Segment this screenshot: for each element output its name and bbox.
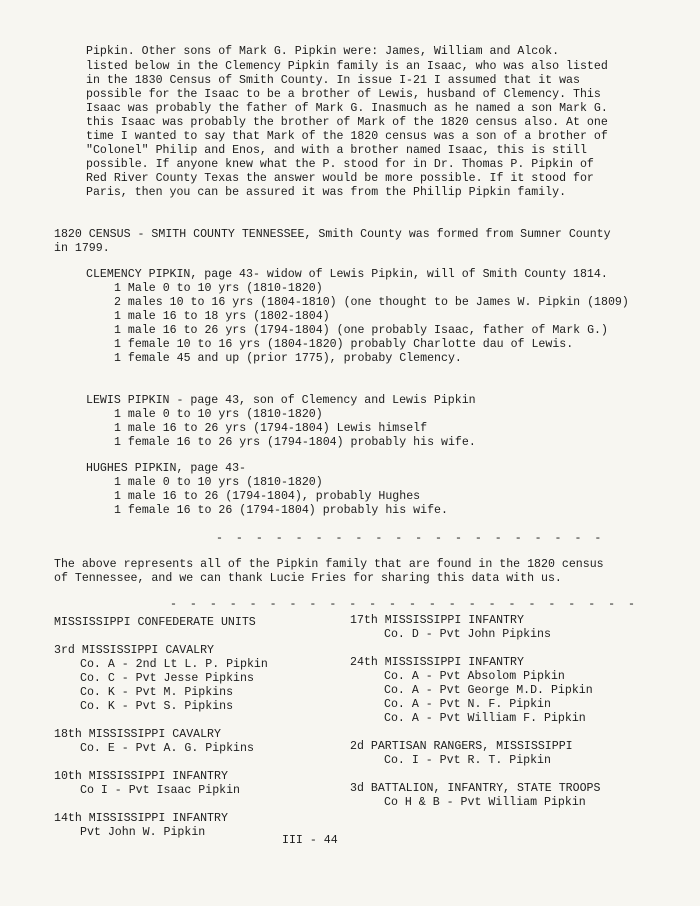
separator: - - - - - - - - - - - - - - - - - - - - — [216, 532, 605, 545]
summary-line: of Tennessee, and we can thank Lucie Fries for sharing this data with us. — [54, 572, 562, 585]
census-intro-line: in 1799. — [54, 242, 110, 255]
household-entry: 1 female 45 and up (prior 1775), probaby Clemency. — [114, 352, 462, 365]
unit-entry: Co H & B - Pvt William Pipkin — [384, 796, 586, 809]
household-entry: 2 males 10 to 16 yrs (1804-1810) (one thought to be James W. Pipkin (1809) — [114, 296, 629, 309]
unit-entry: Co. K - Pvt M. Pipkins — [80, 686, 234, 699]
household-entry: 1 male 16 to 26 (1794-1804), probably Hughes — [114, 490, 421, 503]
household-heading: CLEMENCY PIPKIN, page 43- widow of Lewis Pipkin, will of Smith County 1814. — [86, 268, 608, 281]
household-entry: 1 Male 0 to 10 yrs (1810-1820) — [114, 282, 323, 295]
intro-line: Pipkin. Other sons of Mark G. Pipkin were: James, William and Alcok. — [86, 45, 560, 58]
unit-heading: 17th MISSISSIPPI INFANTRY — [350, 614, 524, 627]
unit-entry: Co. A - Pvt Absolom Pipkin — [384, 670, 565, 683]
unit-heading: 2d PARTISAN RANGERS, MISSISSIPPI — [350, 740, 573, 753]
intro-line: Paris, then you can be assured it was from the Phillip Pipkin family. — [86, 186, 567, 199]
unit-heading: 18th MISSISSIPPI CAVALRY — [54, 728, 221, 741]
household-entry: 1 female 16 to 26 yrs (1794-1804) probably his wife. — [114, 436, 476, 449]
unit-entry: Co. A - Pvt N. F. Pipkin — [384, 698, 551, 711]
household-entry: 1 male 16 to 26 yrs (1794-1804) (one probably Isaac, father of Mark G.) — [114, 324, 608, 337]
unit-entry: Co I - Pvt Isaac Pipkin — [80, 784, 241, 797]
intro-line: in the 1830 Census of Smith County. In issue I-21 I assumed that it was — [86, 74, 580, 87]
household-entry: 1 male 0 to 10 yrs (1810-1820) — [114, 408, 323, 421]
intro-line: possible. If anyone knew what the P. stood for in Dr. Thomas P. Pipkin of — [86, 158, 594, 171]
household-entry: 1 female 16 to 26 (1794-1804) probably his wife. — [114, 504, 448, 517]
unit-entry: Co. A - Pvt George M.D. Pipkin — [384, 684, 593, 697]
unit-entry: Co. D - Pvt John Pipkins — [384, 628, 551, 641]
summary-line: The above represents all of the Pipkin family that are found in the 1820 census — [54, 558, 604, 571]
unit-entry: Co. A - 2nd Lt L. P. Pipkin — [80, 658, 268, 671]
unit-entry: Co. E - Pvt A. G. Pipkins — [80, 742, 254, 755]
household-entry: 1 male 16 to 26 yrs (1794-1804) Lewis himself — [114, 422, 428, 435]
intro-line: listed below in the Clemency Pipkin family is an Isaac, who was also listed — [86, 60, 608, 73]
intro-line: "Colonel" Philip and Enos, and with a brother named Isaac, this is still — [86, 144, 587, 157]
intro-line: time I wanted to say that Mark of the 1820 census was a son of a brother of — [86, 130, 608, 143]
unit-heading: 10th MISSISSIPPI INFANTRY — [54, 770, 228, 783]
intro-line: possible for the Isaac to be a brother of Lewis, husband of Clemency. This — [86, 88, 601, 101]
unit-entry: Co. A - Pvt William F. Pipkin — [384, 712, 586, 725]
census-intro-line: 1820 CENSUS - SMITH COUNTY TENNESSEE, Smith County was formed from Sumner County — [54, 228, 611, 241]
unit-heading: 3d BATTALION, INFANTRY, STATE TROOPS — [350, 782, 601, 795]
page-number: III - 44 — [282, 834, 338, 847]
unit-heading: MISSISSIPPI CONFEDERATE UNITS — [54, 616, 256, 629]
separator: - - - - - - - - - - - - - - - - - - - - - - - - — [170, 598, 638, 611]
household-heading: HUGHES PIPKIN, page 43- — [86, 462, 247, 475]
household-heading: LEWIS PIPKIN - page 43, son of Clemency and Lewis Pipkin — [86, 394, 476, 407]
household-entry: 1 male 16 to 18 yrs (1802-1804) — [114, 310, 330, 323]
household-entry: 1 male 0 to 10 yrs (1810-1820) — [114, 476, 323, 489]
intro-line: Isaac was probably the father of Mark G. Inasmuch as he named a son Mark G. — [86, 102, 608, 115]
household-entry: 1 female 10 to 16 yrs (1804-1820) probably Charlotte dau of Lewis. — [114, 338, 574, 351]
unit-heading: 3rd MISSISSIPPI CAVALRY — [54, 644, 215, 657]
unit-entry: Co. C - Pvt Jesse Pipkins — [80, 672, 254, 685]
unit-entry: Co. K - Pvt S. Pipkins — [80, 700, 234, 713]
intro-line: this Isaac was probably the brother of Mark of the 1820 census also. At one — [86, 116, 608, 129]
unit-heading: 24th MISSISSIPPI INFANTRY — [350, 656, 524, 669]
intro-line: Red River County Texas the answer would be more possible. If it stood for — [86, 172, 594, 185]
unit-heading: 14th MISSISSIPPI INFANTRY — [54, 812, 228, 825]
unit-entry: Co. I - Pvt R. T. Pipkin — [384, 754, 551, 767]
unit-entry: Pvt John W. Pipkin — [80, 826, 206, 839]
